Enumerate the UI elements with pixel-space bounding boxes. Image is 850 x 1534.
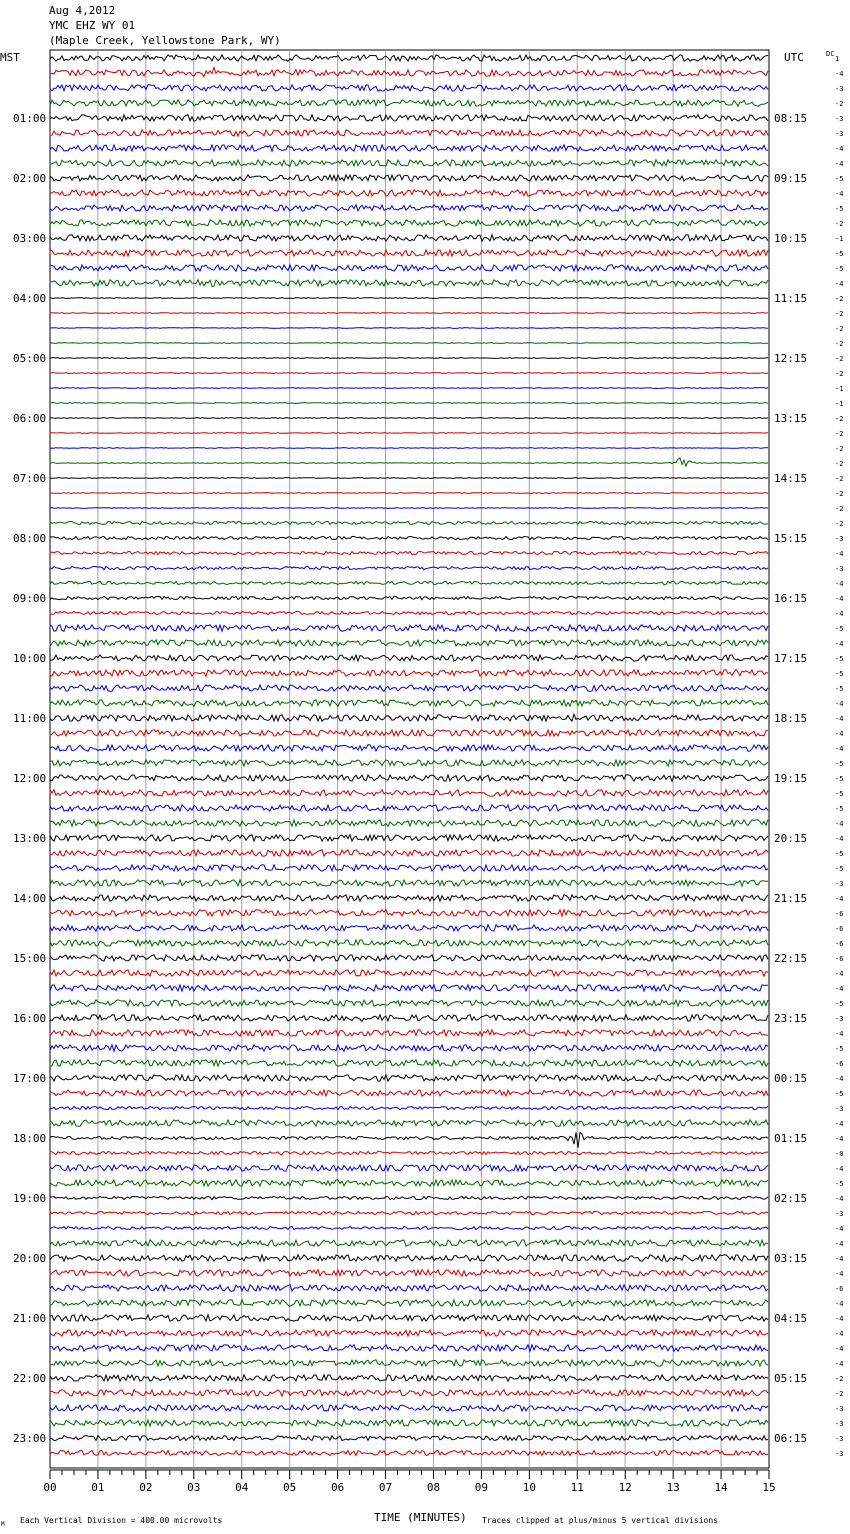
dc-offset-label: -4 xyxy=(835,895,844,903)
x-tick-label: 11 xyxy=(570,1481,584,1494)
dc-offset-header: DC xyxy=(826,50,835,58)
dc-offset-label: -6 xyxy=(835,925,844,933)
trace-row xyxy=(50,625,768,631)
dc-offset-label: -5 xyxy=(835,1090,844,1098)
mst-hour-label: 11:00 xyxy=(13,712,47,725)
x-tick-label: 00 xyxy=(43,1481,57,1494)
station-location: (Maple Creek, Yellowstone Park, WY) xyxy=(49,34,281,47)
dc-offset-label: -5 xyxy=(835,760,844,768)
x-tick-label: 03 xyxy=(187,1481,201,1494)
utc-hour-label: 23:15 xyxy=(774,1012,808,1025)
trace-row xyxy=(50,1106,768,1109)
trace-row xyxy=(50,1300,768,1306)
dc-offset-label: -3 xyxy=(835,1015,844,1023)
dc-offset-label: -6 xyxy=(835,1060,844,1068)
trace-row xyxy=(50,85,768,91)
trace-row xyxy=(50,775,768,781)
utc-hour-label: 17:15 xyxy=(774,652,808,665)
trace-row xyxy=(50,478,768,479)
trace-row xyxy=(50,1315,768,1321)
trace-row xyxy=(50,640,768,646)
dc-offset-label: -4 xyxy=(835,1030,844,1038)
plot-frame xyxy=(50,50,769,1468)
mst-hour-label: 15:00 xyxy=(13,952,47,965)
mst-hour-label: 08:00 xyxy=(13,532,47,545)
utc-hour-label: 01:15 xyxy=(774,1132,808,1145)
scale-note: Each Vertical Division = 400.00 microvolts xyxy=(20,1516,223,1525)
trace-row xyxy=(50,448,768,449)
utc-hour-label: 22:15 xyxy=(774,952,808,965)
dc-offset-label: -4 xyxy=(835,70,844,78)
dc-offset-label: -5 xyxy=(835,655,844,663)
trace-row xyxy=(50,235,768,241)
trace-row xyxy=(50,205,768,211)
trace-row xyxy=(50,1270,768,1276)
trace-row xyxy=(50,1045,768,1051)
x-tick-label: 05 xyxy=(283,1481,297,1494)
dc-offset-label: -4 xyxy=(835,610,844,618)
dc-offset-label: -5 xyxy=(835,865,844,873)
dc-offset-label: -3 xyxy=(835,1450,844,1458)
trace-row xyxy=(50,1285,768,1291)
dc-offset-label: -4 xyxy=(835,1360,844,1368)
utc-hour-label: 15:15 xyxy=(774,532,808,545)
mst-hour-label: 14:00 xyxy=(13,892,47,905)
dc-offset-label: -4 xyxy=(835,1225,844,1233)
x-tick-label: 14 xyxy=(714,1481,728,1494)
x-tick-label: 02 xyxy=(139,1481,153,1494)
dc-offset-label: -2 xyxy=(835,370,844,378)
dc-offset-label: -3 xyxy=(835,880,844,888)
dc-offset-label: -4 xyxy=(835,1345,844,1353)
dc-offset-label: -2 xyxy=(835,430,844,438)
dc-offset-label: -2 xyxy=(835,1390,844,1398)
mst-hour-label: 23:00 xyxy=(13,1432,47,1445)
mst-hour-label: 07:00 xyxy=(13,472,47,485)
mst-hour-label: 01:00 xyxy=(13,112,47,125)
dc-offset-label: -6 xyxy=(835,940,844,948)
station-code: YMC EHZ WY 01 xyxy=(49,19,136,32)
dc-offset-label: -4 xyxy=(835,280,844,288)
x-tick-label: 10 xyxy=(522,1481,536,1494)
mst-hour-label: 20:00 xyxy=(13,1252,47,1265)
trace-row xyxy=(50,1390,768,1396)
x-tick-label: 06 xyxy=(330,1481,345,1494)
trace-row xyxy=(50,596,768,599)
dc-offset-label: -4 xyxy=(835,1195,844,1203)
dc-offset-label: -5 xyxy=(835,1045,844,1053)
utc-hour-label: 13:15 xyxy=(774,412,808,425)
trace-row xyxy=(50,820,768,826)
dc-offset-label: -6 xyxy=(835,955,844,963)
trace-row xyxy=(50,880,768,886)
dc-offset-label: -2 xyxy=(835,475,844,483)
trace-row xyxy=(50,313,768,314)
dc-offset-label: -4 xyxy=(835,550,844,558)
trace-row xyxy=(50,1375,768,1381)
trace-row xyxy=(50,1360,768,1366)
trace-row xyxy=(50,343,768,344)
trace-row xyxy=(50,1015,768,1021)
mst-hour-label: 05:00 xyxy=(13,352,47,365)
utc-hour-label: 03:15 xyxy=(774,1252,808,1265)
dc-offset-label: -4 xyxy=(835,1120,844,1128)
dc-offset-label: -2 xyxy=(835,355,844,363)
dc-offset-label: -4 xyxy=(835,1075,844,1083)
trace-row xyxy=(50,611,768,614)
utc-hour-label: 00:15 xyxy=(774,1072,808,1085)
trace-row xyxy=(50,1133,768,1148)
dc-offset-label: -5 xyxy=(835,205,844,213)
mst-hour-label: 16:00 xyxy=(13,1012,47,1025)
dc-offset-label: -2 xyxy=(835,415,844,423)
dc-offset-label: -4 xyxy=(835,580,844,588)
dc-offset-label: -5 xyxy=(835,1180,844,1188)
mst-hour-label: 19:00 xyxy=(13,1192,47,1205)
x-tick-label: 04 xyxy=(235,1481,249,1494)
dc-offset-label: -2 xyxy=(835,445,844,453)
trace-row xyxy=(50,175,768,181)
dc-offset-label: -2 xyxy=(835,325,844,333)
trace-row xyxy=(50,955,768,961)
trace-row xyxy=(50,805,768,811)
trace-row xyxy=(50,1030,768,1036)
x-tick-label: 15 xyxy=(762,1481,776,1494)
trace-row xyxy=(50,895,768,901)
x-tick-label: 13 xyxy=(666,1481,680,1494)
mst-hour-label: 02:00 xyxy=(13,172,47,185)
dc-offset-label: -2 xyxy=(835,220,844,228)
trace-row xyxy=(50,1000,768,1006)
dc-offset-label: -5 xyxy=(835,1000,844,1008)
dc-offset-label: -4 xyxy=(835,1270,844,1278)
trace-row xyxy=(50,1090,768,1096)
trace-row xyxy=(50,115,768,121)
dc-offset-label: -2 xyxy=(835,310,844,318)
mst-hour-label: 13:00 xyxy=(13,832,47,845)
trace-row xyxy=(50,655,768,661)
x-axis-title: TIME (MINUTES) xyxy=(374,1511,467,1524)
trace-row xyxy=(50,910,768,916)
trace-row xyxy=(50,508,768,509)
dc-offset-label: -4 xyxy=(835,700,844,708)
mst-hour-label: 17:00 xyxy=(13,1072,47,1085)
trace-row xyxy=(50,850,768,856)
dc-offset-label: -4 xyxy=(835,595,844,603)
corner-mark: M xyxy=(1,1521,5,1528)
utc-hour-label: 08:15 xyxy=(774,112,808,125)
mst-hour-label: 10:00 xyxy=(13,652,47,665)
trace-row xyxy=(50,1151,768,1154)
utc-hour-label: 16:15 xyxy=(774,592,808,605)
dc-offset-label: -4 xyxy=(835,730,844,738)
utc-hour-label: 10:15 xyxy=(774,232,808,245)
dc-offset-label: -4 xyxy=(835,835,844,843)
trace-row xyxy=(50,1165,768,1171)
mst-hour-label: 22:00 xyxy=(13,1372,47,1385)
mst-hour-label: 06:00 xyxy=(13,412,47,425)
mst-hour-label: 04:00 xyxy=(13,292,47,305)
trace-row xyxy=(50,458,768,466)
trace-row xyxy=(50,536,768,539)
dc-offset-label: -4 xyxy=(835,820,844,828)
dc-offset-label: -2 xyxy=(835,460,844,468)
utc-hour-label: 02:15 xyxy=(774,1192,808,1205)
trace-row xyxy=(50,865,768,871)
seismic-traces xyxy=(50,55,768,1456)
mst-axis-label: MST xyxy=(0,51,20,64)
trace-row xyxy=(50,700,768,706)
dc-offset-label: -3 xyxy=(835,565,844,573)
x-tick-label: 09 xyxy=(474,1481,489,1494)
trace-row xyxy=(50,328,768,329)
trace-row xyxy=(50,358,768,359)
trace-row xyxy=(50,1226,768,1229)
dc-offset-label: -5 xyxy=(835,775,844,783)
trace-row xyxy=(50,190,768,196)
dc-offset-label: -3 xyxy=(835,1105,844,1113)
mst-hour-label: 12:00 xyxy=(13,772,47,785)
dc-offset-label: -3 xyxy=(835,1405,844,1413)
x-tick-label: 12 xyxy=(618,1481,632,1494)
axis-labels xyxy=(13,55,843,1494)
dc-offset-label: -4 xyxy=(835,1300,844,1308)
x-tick-label: 07 xyxy=(378,1481,393,1494)
trace-row xyxy=(50,1255,768,1261)
dc-offset-label: -4 xyxy=(835,1330,844,1338)
trace-row xyxy=(50,160,768,166)
dc-offset-label: -6 xyxy=(835,1285,844,1293)
trace-row xyxy=(50,925,768,931)
utc-hour-label: 12:15 xyxy=(774,352,808,365)
trace-row xyxy=(50,1240,768,1246)
trace-row xyxy=(50,265,768,271)
trace-row xyxy=(50,1345,768,1351)
trace-row xyxy=(50,403,768,404)
utc-hour-label: 04:15 xyxy=(774,1312,808,1325)
dc-offset-label: -4 xyxy=(835,190,844,198)
trace-row xyxy=(50,1436,768,1441)
plot-date: Aug 4,2012 xyxy=(49,4,116,17)
utc-hour-label: 05:15 xyxy=(774,1372,808,1385)
trace-row xyxy=(50,55,768,61)
trace-row xyxy=(50,373,768,374)
trace-row xyxy=(50,551,768,554)
dc-offset-label: -5 xyxy=(835,625,844,633)
mst-hour-label: 03:00 xyxy=(13,232,47,245)
dc-offset-label: -5 xyxy=(835,670,844,678)
dc-offset-label: -2 xyxy=(835,100,844,108)
trace-row xyxy=(50,1451,768,1456)
dc-offset-label: -4 xyxy=(835,970,844,978)
trace-row xyxy=(50,985,768,991)
dc-offset-label: -5 xyxy=(835,250,844,258)
dc-offset-label: -6 xyxy=(835,910,844,918)
trace-row xyxy=(50,745,768,751)
utc-hour-label: 09:15 xyxy=(774,172,808,185)
dc-offset-label: 1 xyxy=(835,55,840,63)
trace-row xyxy=(50,1405,768,1411)
trace-row xyxy=(50,220,768,226)
trace-row xyxy=(50,730,768,736)
dc-offset-label: -1 xyxy=(835,385,844,393)
dc-offset-label: -2 xyxy=(835,340,844,348)
trace-row xyxy=(50,790,768,796)
dc-offset-label: -3 xyxy=(835,535,844,543)
dc-offset-label: -3 xyxy=(835,1420,844,1428)
mst-hour-label: 21:00 xyxy=(13,1312,47,1325)
dc-offset-label: -2 xyxy=(835,1375,844,1383)
dc-offset-label: -5 xyxy=(835,175,844,183)
dc-offset-label: -5 xyxy=(835,790,844,798)
dc-offset-label: -4 xyxy=(835,715,844,723)
utc-hour-label: 20:15 xyxy=(774,832,808,845)
trace-row xyxy=(50,298,768,299)
dc-offset-label: -4 xyxy=(835,640,844,648)
trace-row xyxy=(50,100,768,106)
trace-row xyxy=(50,581,768,584)
mst-hour-label: 18:00 xyxy=(13,1132,47,1145)
utc-hour-label: 14:15 xyxy=(774,472,808,485)
trace-row xyxy=(50,685,768,691)
dc-offset-label: -1 xyxy=(835,235,844,243)
dc-offset-label: -4 xyxy=(835,145,844,153)
trace-row xyxy=(50,670,768,676)
trace-row xyxy=(50,835,768,841)
utc-hour-label: 19:15 xyxy=(774,772,808,785)
utc-hour-label: 18:15 xyxy=(774,712,808,725)
trace-row xyxy=(50,1211,768,1214)
dc-offset-label: -2 xyxy=(835,295,844,303)
trace-row xyxy=(50,433,768,434)
dc-offset-label: -5 xyxy=(835,265,844,273)
dc-offset-label: -0 xyxy=(835,1150,844,1158)
trace-row xyxy=(50,1180,768,1186)
dc-offset-label: -4 xyxy=(835,1240,844,1248)
utc-hour-label: 21:15 xyxy=(774,892,808,905)
dc-offset-label: -4 xyxy=(835,1165,844,1173)
trace-row xyxy=(50,250,768,256)
trace-row xyxy=(50,280,768,286)
dc-offset-label: -2 xyxy=(835,505,844,513)
dc-offset-label: -1 xyxy=(835,400,844,408)
utc-hour-label: 06:15 xyxy=(774,1432,808,1445)
trace-row xyxy=(50,970,768,976)
dc-offset-label: -3 xyxy=(835,1435,844,1443)
trace-row xyxy=(50,388,768,389)
trace-row xyxy=(50,493,768,494)
trace-row xyxy=(50,1420,768,1426)
clip-note: Traces clipped at plus/minus 5 vertical divisions xyxy=(482,1516,719,1525)
dc-offset-label: -5 xyxy=(835,805,844,813)
dc-offset-label: -5 xyxy=(835,685,844,693)
dc-offset-label: -4 xyxy=(835,1315,844,1323)
dc-offset-label: -4 xyxy=(835,160,844,168)
utc-axis-label: UTC xyxy=(784,51,804,64)
dc-offset-label: -4 xyxy=(835,1255,844,1263)
trace-row xyxy=(50,1330,768,1336)
dc-offset-label: -2 xyxy=(835,520,844,528)
trace-row xyxy=(50,1060,768,1066)
dc-offset-label: -4 xyxy=(835,1135,844,1143)
dc-offset-label: -3 xyxy=(835,115,844,123)
trace-row xyxy=(50,760,768,766)
x-tick-label: 08 xyxy=(426,1481,441,1494)
trace-row xyxy=(50,521,768,524)
trace-row xyxy=(50,940,768,946)
dc-offset-label: -3 xyxy=(835,1210,844,1218)
trace-row xyxy=(50,67,768,76)
trace-row xyxy=(50,1196,768,1199)
dc-offset-label: -4 xyxy=(835,745,844,753)
dc-offset-label: -3 xyxy=(835,130,844,138)
mst-hour-label: 09:00 xyxy=(13,592,47,605)
trace-row xyxy=(50,130,768,136)
dc-offset-label: -3 xyxy=(835,85,844,93)
dc-offset-label: -2 xyxy=(835,490,844,498)
utc-hour-label: 11:15 xyxy=(774,292,808,305)
trace-row xyxy=(50,714,768,721)
trace-row xyxy=(50,418,768,419)
trace-row xyxy=(50,1120,768,1126)
dc-offset-label: -5 xyxy=(835,850,844,858)
trace-row xyxy=(50,145,768,151)
x-tick-label: 01 xyxy=(91,1481,105,1494)
trace-row xyxy=(50,1075,768,1081)
trace-row xyxy=(50,566,768,569)
dc-offset-label: -4 xyxy=(835,985,844,993)
